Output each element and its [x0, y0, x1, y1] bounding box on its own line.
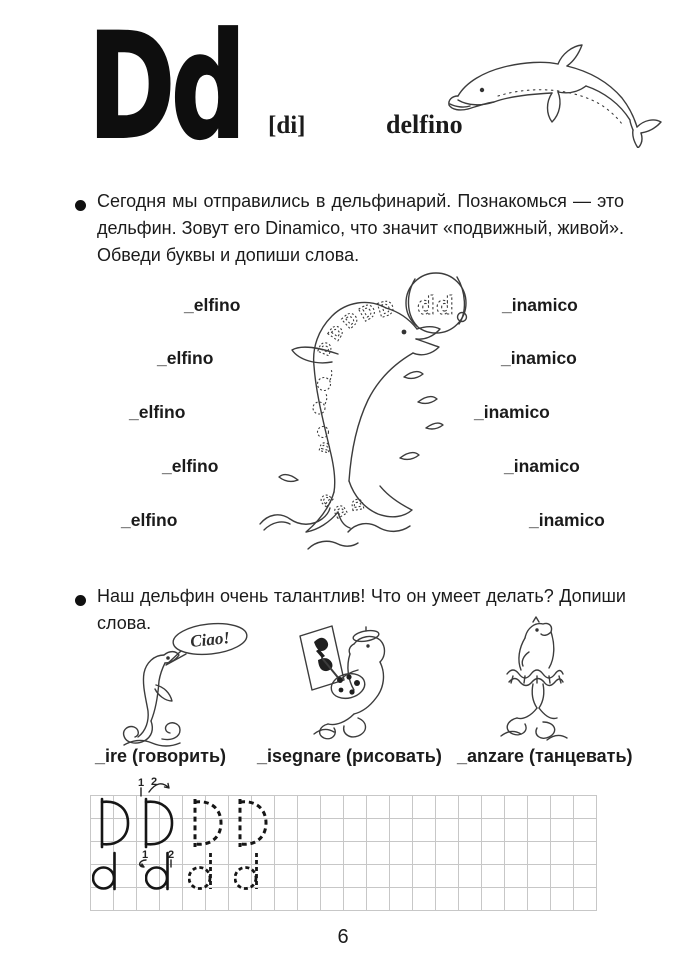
dolphin-body [292, 295, 440, 532]
svg-text:D: D [324, 321, 350, 345]
bullet-marker [75, 595, 86, 606]
exercise1-instructions [97, 188, 624, 269]
trace-word: _elfino [162, 456, 219, 476]
stroke-number: 2 [151, 776, 158, 788]
svg-text:D: D [329, 501, 352, 521]
speech-bubble-text: Ciao! [189, 627, 231, 652]
practice-letter-d-solid [92, 851, 120, 891]
ball-dotted-letters: dd [417, 291, 455, 320]
instruction-line: Сегодня мы отправились в дельфинарий. Познакомься — это [97, 191, 624, 211]
letter-heading: Dd [88, 2, 242, 172]
trace-word: _inamico [474, 402, 550, 422]
practice-letter-d-dashed [234, 851, 262, 891]
dolphin-painting-illustration [292, 622, 396, 740]
dolphin-dancing-illustration [477, 616, 589, 744]
svg-text:D: D [314, 339, 337, 359]
svg-text:D: D [317, 440, 335, 456]
svg-text:D: D [348, 497, 368, 513]
dolphin-ball-illustration [252, 262, 470, 570]
page-number: 6 [337, 926, 349, 948]
trace-word: _inamico [502, 295, 578, 315]
stroke-order-annotation-d [132, 847, 180, 869]
instruction-line: слова. [97, 613, 152, 633]
trace-word: _elfino [129, 402, 186, 422]
trace-word: _elfino [121, 510, 178, 530]
practice-letter-D-dashed [236, 797, 270, 849]
trace-word: _elfino [184, 295, 241, 315]
stroke-number: 1 [142, 849, 149, 861]
vocabulary-word: delfino [386, 110, 463, 139]
verb-label: _ire (говорить) [95, 746, 227, 766]
beach-ball [406, 273, 467, 333]
dolphin-eye [480, 88, 484, 92]
svg-text:D: D [374, 294, 398, 323]
svg-text:D: D [355, 299, 381, 327]
trace-word: _inamico [529, 510, 605, 530]
handwriting-grid [90, 776, 597, 911]
practice-letter-D-dashed [191, 797, 225, 849]
practice-letter-d-dashed [188, 851, 216, 891]
practice-letter-D-solid [98, 797, 132, 849]
bow [533, 617, 539, 622]
tutu [507, 670, 563, 686]
instruction-line: Наш дельфин очень талантлив! Что он умеет делать? Допиши [97, 586, 626, 606]
bullet-marker [75, 200, 86, 211]
svg-text:D: D [317, 489, 337, 510]
instruction-line: дельфин. Зовут его Dinamico, что значит «подвижный, живой». [97, 218, 625, 238]
dolphin-talking-illustration [118, 621, 250, 747]
trace-word: _elfino [157, 348, 214, 368]
pronunciation: [di] [268, 112, 306, 139]
verb-label: _isegnare (рисовать) [257, 746, 442, 766]
stroke-order-annotation-D [134, 776, 174, 798]
svg-text:D: D [338, 308, 364, 334]
verb-label: _anzare (танцевать) [457, 746, 633, 766]
trace-word: _inamico [504, 456, 580, 476]
stroke-number: 1 [138, 777, 145, 789]
dolphin-header-icon [446, 30, 664, 148]
trace-word: _inamico [501, 348, 577, 368]
practice-letter-D-numbered [142, 797, 176, 849]
speech-bubble [172, 621, 249, 658]
stroke-number: 2 [168, 849, 175, 861]
instruction-line: Обведи буквы и допиши слова. [97, 245, 360, 265]
